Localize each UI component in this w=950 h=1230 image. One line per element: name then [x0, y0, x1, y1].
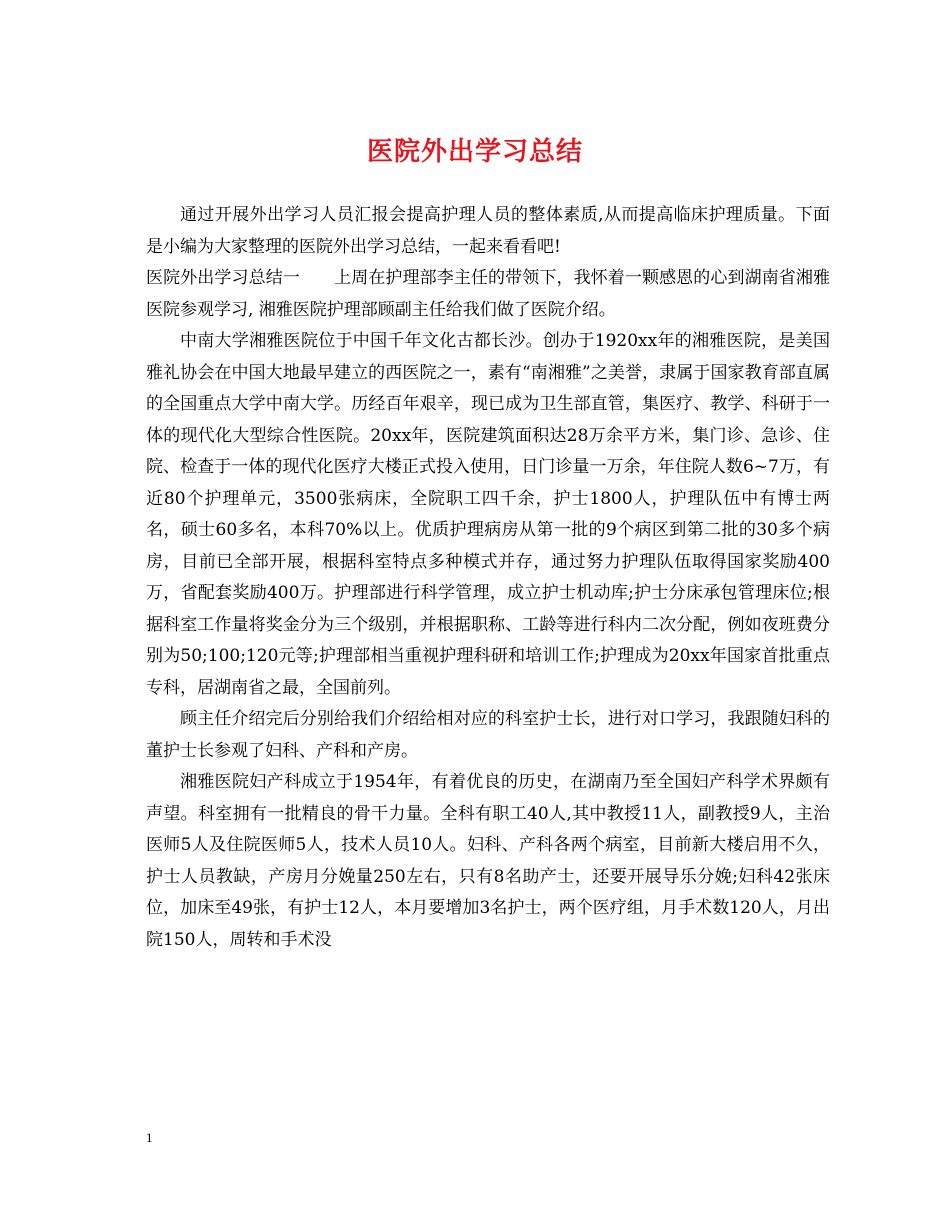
paragraph-department-visit: 顾主任介绍完后分别给我们介绍给相对应的科室护士长，进行对口学习，我跟随妇科的董护士长参观了妇科、产科和产房。 — [146, 709, 830, 761]
document-body — [146, 200, 830, 956]
paragraph-intro: 通过开展外出学习人员汇报会提高护理人员的整体素质,从而提高临床护理质量。下面是小编为大家整理的医院外出学习总结，一起来看看吧! — [146, 205, 830, 257]
paragraph-hospital-intro: 中南大学湘雅医院位于中国千年文化古都长沙。创办于1920xx年的湘雅医院，是美国雅礼协会在中国大地最早建立的西医院之一，素有“南湘雅”之美誉，隶属于国家教育部直属的全国重点大学中南大学。历经百年艰辛，现已成为卫生部直管，集医疗、教学、科研于一体的现代化大型综合性医院。20xx年，医院建筑面积达28万余平方米，集门诊、急诊、住院、检查于一体的现代化医疗大楼正式投入使用，日门诊量一万余，年住院人数6~7万，有近80个护理单元，3500张病床，全院职工四千余，护士1800人，护理队伍中有博士两名，硕士60多名，本科70%以上。优质护理病房从第一批的9个病区到第二批的30多个病房，目前已全部开展，根据科室特点多种模式并存，通过努力护理队伍取得国家奖励400万，省配套奖励400万。护理部进行科学管理，成立护士机动库;护士分床承包管理床位;根据科室工作量将奖金分为三个级别，并根据职称、工龄等进行科内二次分配，例如夜班费分别为50;100;120元等;护理部相当重视护理科研和培训工作;护理成为20xx年国家首批重点专科，居湖南省之最，全国前列。 — [146, 331, 830, 698]
paragraph-obgyn: 湘雅医院妇产科成立于1954年，有着优良的历史，在湖南乃至全国妇产科学术界颇有声望。科室拥有一批精良的骨干力量。全科有职工40人,其中教授11人，副教授9人，主治医师5人及住院医师5人，技术人员10人。妇科、产科各两个病室，目前新大楼启用不久，护士人员教缺，产房月分娩量250左右，只有8名助产士，还要开展导乐分娩;妇科42张床位，加床至49张，有护士12人，本月要增加3名护士，两个医疗组，月手术数120人，月出院150人，周转和手术没 — [146, 772, 830, 950]
paragraph-section-one: 医院外出学习总结一 上周在护理部李主任的带领下，我怀着一颗感恩的心到湖南省湘雅医院参观学习, 湘雅医院护理部顾副主任给我们做了医院介绍。 — [146, 268, 830, 320]
document-title: 医院外出学习总结 — [366, 137, 583, 167]
page-number: 1 — [146, 1130, 153, 1145]
